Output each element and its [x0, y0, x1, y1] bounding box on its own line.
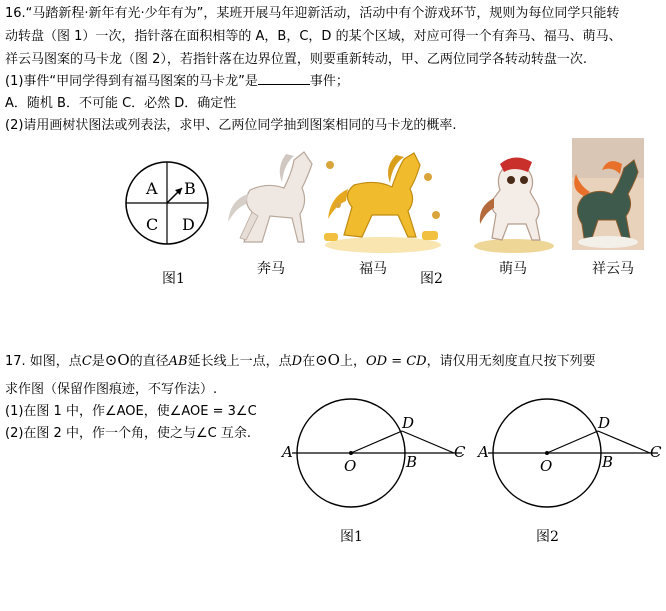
geometry-figure-2	[476, 395, 664, 517]
q17-text-d: 延长线上一点，点	[187, 354, 292, 369]
q17-text-b: 是	[91, 354, 105, 369]
equation-od-cd: OD = CD	[365, 354, 427, 369]
answer-blank	[258, 72, 310, 85]
segment-dc-fig1	[402, 431, 454, 453]
geometry-figure-1	[280, 395, 470, 517]
auspicious-cloud-horse-image	[572, 138, 644, 250]
q16-part1-end: 事件；	[309, 74, 349, 89]
label-o-fig1: O	[344, 457, 357, 475]
q17-part2: (2)在图 2 中，作一个角，使之与∠C 互余.	[5, 426, 251, 441]
segment-od-fig1	[351, 431, 402, 453]
galloping-horse-image	[222, 142, 327, 254]
q16-line3: 祥云马图案的马卡龙（图 2），若指针落在边界位置，则要重新转动，甲、乙两位同学各转动转盘一次.	[5, 52, 588, 67]
spinner-label-d: D	[182, 215, 195, 234]
q16-part2: (2)请用画树状图法或列表法，求甲、乙两位同学抽到图案相同的马卡龙的概率.	[5, 118, 457, 133]
center-dot-fig2	[545, 451, 549, 455]
q17-line2: 求作图（保留作图痕迹，不写作法）.	[5, 382, 218, 397]
q16-part1	[5, 72, 349, 92]
spinner-figure	[122, 158, 212, 248]
center-dot-fig1	[349, 451, 353, 455]
fig2-caption-q17: 图2	[536, 529, 559, 545]
label-c-fig2: C	[650, 443, 662, 461]
q16-line2: 动转盘（图 1）一次，指针落在面积相等的 A，B，C，D 的某个区域，对应可得一个有奔马、福马、萌马、	[5, 29, 622, 44]
circle-o-symbol: ⊙O	[104, 351, 130, 369]
fig1-caption-q17: 图1	[340, 529, 363, 545]
var-d: D	[291, 354, 303, 369]
segment-od-fig2	[547, 431, 598, 453]
spinner-label-c: C	[146, 215, 159, 234]
q16-part1-text: (1)事件“甲同学得到有福马图案的马卡龙”是	[5, 74, 258, 89]
horse-name-xiangyunma: 祥云马	[592, 261, 634, 277]
cute-horse-image	[466, 148, 562, 254]
golden-horse-image	[318, 145, 448, 255]
label-d-fig1: D	[402, 414, 415, 432]
q17-text-e: 在	[302, 354, 316, 369]
spinner-label-b: B	[184, 179, 196, 198]
q16-line1: 16.“马踏新程·新年有光·少年有为”，某班开展马年迎新活动，活动中有个游戏环节，规则为每位同学只能转	[5, 6, 620, 21]
label-o-fig2: O	[540, 457, 553, 475]
segment-dc-fig2	[598, 431, 650, 453]
var-ab: AB	[168, 354, 188, 369]
horse-name-mengma: 萌马	[499, 261, 527, 277]
horse-name-benma: 奔马	[257, 261, 285, 277]
q17-text-g: ，请仅用无刻度直尺按下列要	[426, 354, 596, 369]
q16-options: A．随机 B．不可能 C．必然 D．确定性	[5, 96, 237, 111]
q17-text-c: 的直径	[129, 354, 169, 369]
fig2-caption-q16: 图2	[420, 271, 443, 287]
q17-text-a: 17. 如图，点	[5, 354, 82, 369]
q17-text-f: 上，	[339, 354, 366, 369]
label-a-fig2: A	[478, 443, 489, 461]
label-a-fig1: A	[282, 443, 293, 461]
label-b-fig2: B	[602, 453, 614, 471]
q17-line1	[5, 350, 596, 372]
spinner-label-a: A	[146, 179, 158, 198]
label-b-fig1: B	[406, 453, 418, 471]
circle-o-symbol-2: ⊙O	[315, 351, 340, 369]
fig1-caption-q16: 图1	[162, 271, 185, 287]
var-c: C	[81, 354, 92, 369]
horse-name-fuma: 福马	[359, 261, 387, 277]
label-d-fig2: D	[598, 414, 611, 432]
label-c-fig1: C	[454, 443, 466, 461]
q17-part1: (1)在图 1 中，作∠AOE，使∠AOE = 3∠C	[5, 404, 257, 419]
